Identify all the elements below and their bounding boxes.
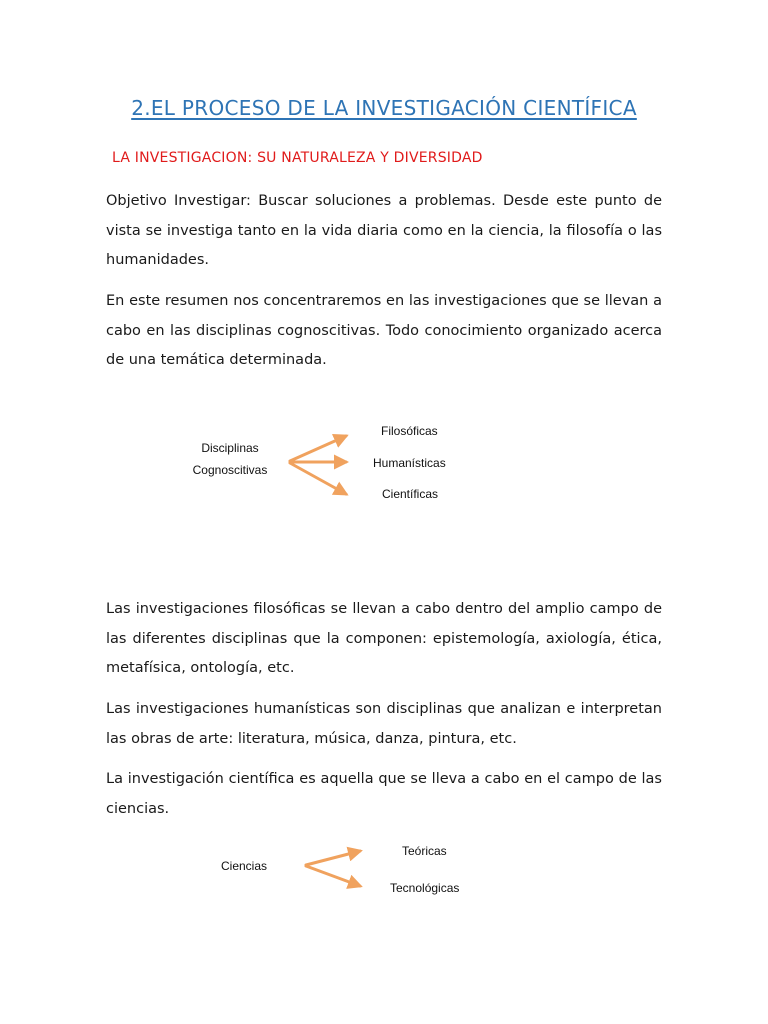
paragraph-filosoficas: Las investigaciones filosóficas se llevan a cabo dentro del amplio campo de las diferentes disciplinas que la componen: epistemología, axiología, ética, metafísica, ontología, etc.: [106, 601, 662, 676]
diagram1-source-line2: Cognoscitivas: [192, 463, 268, 477]
diagram2-target-tecnologicas: Tecnológicas: [390, 881, 460, 895]
arrow-to-teoricas: [306, 851, 360, 865]
arrow-to-tecnologicas: [306, 866, 360, 886]
diagram1-target-cientificas: Científicas: [382, 487, 439, 501]
paragraph-cientifica: La investigación científica es aquella que se lleva a cabo en el campo de las ciencias.: [106, 771, 662, 817]
document-title: 2.EL PROCESO DE LA INVESTIGACIÓN CIENTÍFICA: [131, 96, 637, 120]
section-subtitle: LA INVESTIGACION: SU NATURALEZA Y DIVERSIDAD: [112, 150, 483, 166]
diagram2-target-teoricas: Teóricas: [402, 844, 447, 858]
diagram1-target-filosoficas: Filosóficas: [381, 424, 438, 438]
diagram1-target-humanisticas: Humanísticas: [373, 456, 446, 470]
arrow-to-cientificas: [290, 463, 346, 494]
paragraph-objetivo: Objetivo Investigar: Buscar soluciones a problemas. Desde este punto de vista se investiga tanto en la vida diaria como en la ciencia, la filosofía o las humanidades.: [106, 193, 662, 268]
paragraph-resumen: En este resumen nos concentraremos en las investigaciones que se llevan a cabo en las disciplinas cognoscitivas. Todo conocimiento organizado acerca de una temática determinada.: [106, 293, 662, 368]
diagram2-source-ciencias: Ciencias: [221, 859, 268, 873]
arrow-to-filosoficas: [290, 436, 346, 461]
paragraph-humanisticas: Las investigaciones humanísticas son disciplinas que analizan e interpretan las obras de arte: literatura, música, danza, pintura, etc.: [106, 701, 662, 747]
diagram1-source-line1: Disciplinas: [201, 441, 259, 455]
